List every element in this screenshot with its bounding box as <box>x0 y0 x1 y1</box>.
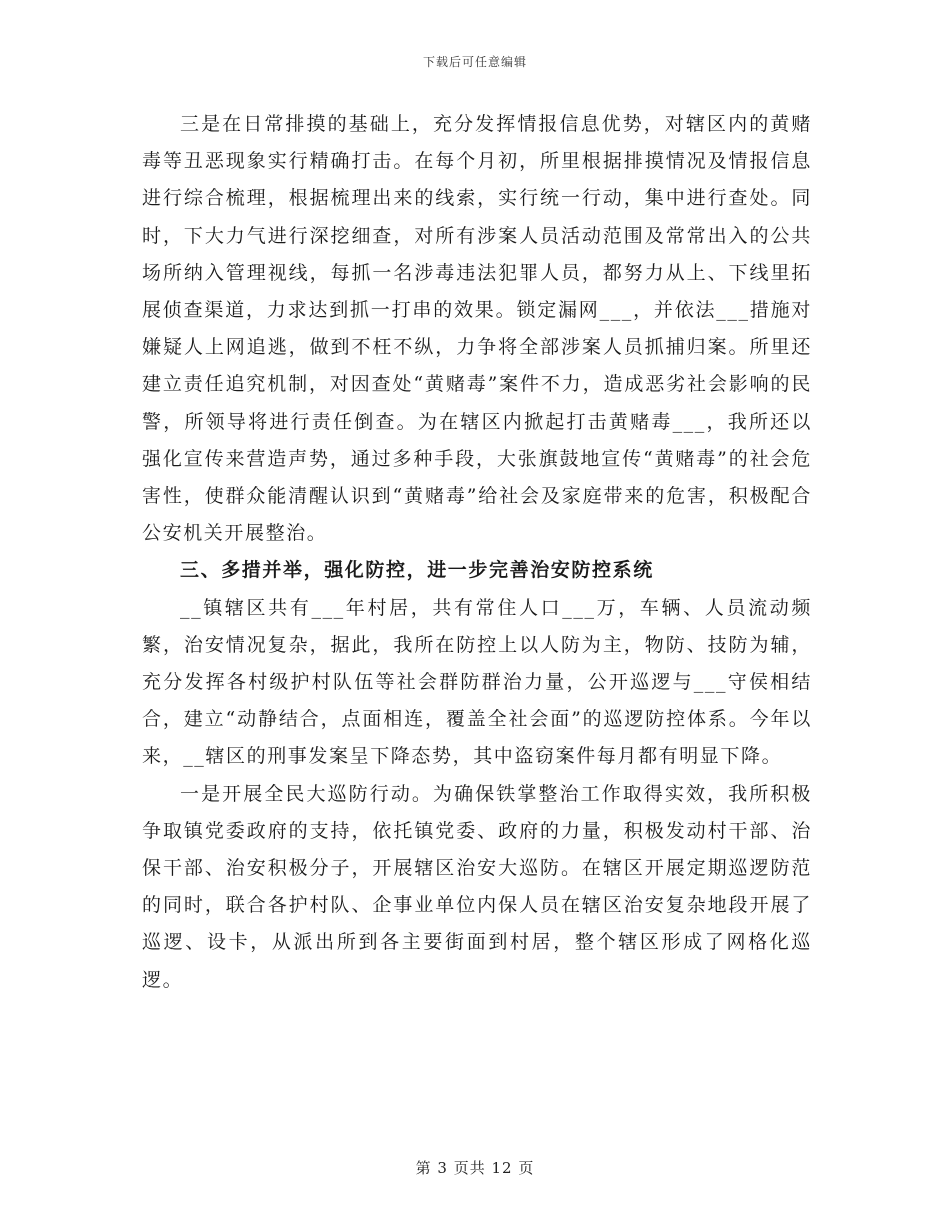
paragraph-citizen-patrol: 一是开展全民大巡防行动。为确保铁掌整治工作取得实效，我所积极争取镇党委政府的支持，依托镇党委、政府的力量，积极发动村干部、治保干部、治安积极分子，开展辖区治安大巡防。在辖区开展定期巡逻防范的同时，联合各护村队、企事业单位内保人员在辖区治安复杂地段开展了巡逻、设卡，从派出所到各主要街面到村居，整个辖区形成了网格化巡逻。 <box>142 782 812 991</box>
document-body <box>142 106 812 999</box>
paragraph-crackdown: 三是在日常排摸的基础上，充分发挥情报信息优势，对辖区内的黄赌毒等丑恶现象实行精确打击。在每个月初，所里根据排摸情况及情报信息进行综合梳理，根据梳理出来的线索，实行统一行动，集中进行查处。同时，下大力气进行深挖细查，对所有涉案人员活动范围及常常出入的公共场所纳入管理视线，每抓一名涉毒违法犯罪人员，都努力从上、下线里拓展侦查渠道，力求达到抓一打串的效果。锁定漏网___，并依法___措施对嫌疑人上网追逃，做到不枉不纵，力争将全部涉案人员抓捕归案。所里还建立责任追究机制，对因查处“黄赌毒”案件不力，造成恶劣社会影响的民警，所领导将进行责任倒查。为在辖区内掀起打击黄赌毒___，我所还以强化宣传来营造声势，通过多种手段，大张旗鼓地宣传“黄赌毒”的社会危害性，使群众能清醒认识到“黄赌毒”给社会及家庭带来的危害，积极配合公安机关开展整治。 <box>142 113 812 545</box>
section-heading-3: 三、多措并举，强化防控，进一步完善治安防控系统 <box>180 559 654 582</box>
paragraph-patrol-system: __镇辖区共有___年村居，共有常住人口___万，车辆、人员流动频繁，治安情况复杂，据此，我所在防控上以人防为主，物防、技防为辅，充分发挥各村级护村队伍等社会群防群治力量，公开巡逻与___守侯相结合，建立“动静结合，点面相连，覆盖全社会面”的巡逻防控体系。今年以来，__辖区的刑事发案呈下降态势，其中盗窃案件每月都有明显下降。 <box>142 596 812 768</box>
page-header: 下载后可任意编辑 <box>422 55 527 69</box>
page-footer: 第 3 页共 12 页 <box>415 1159 535 1177</box>
